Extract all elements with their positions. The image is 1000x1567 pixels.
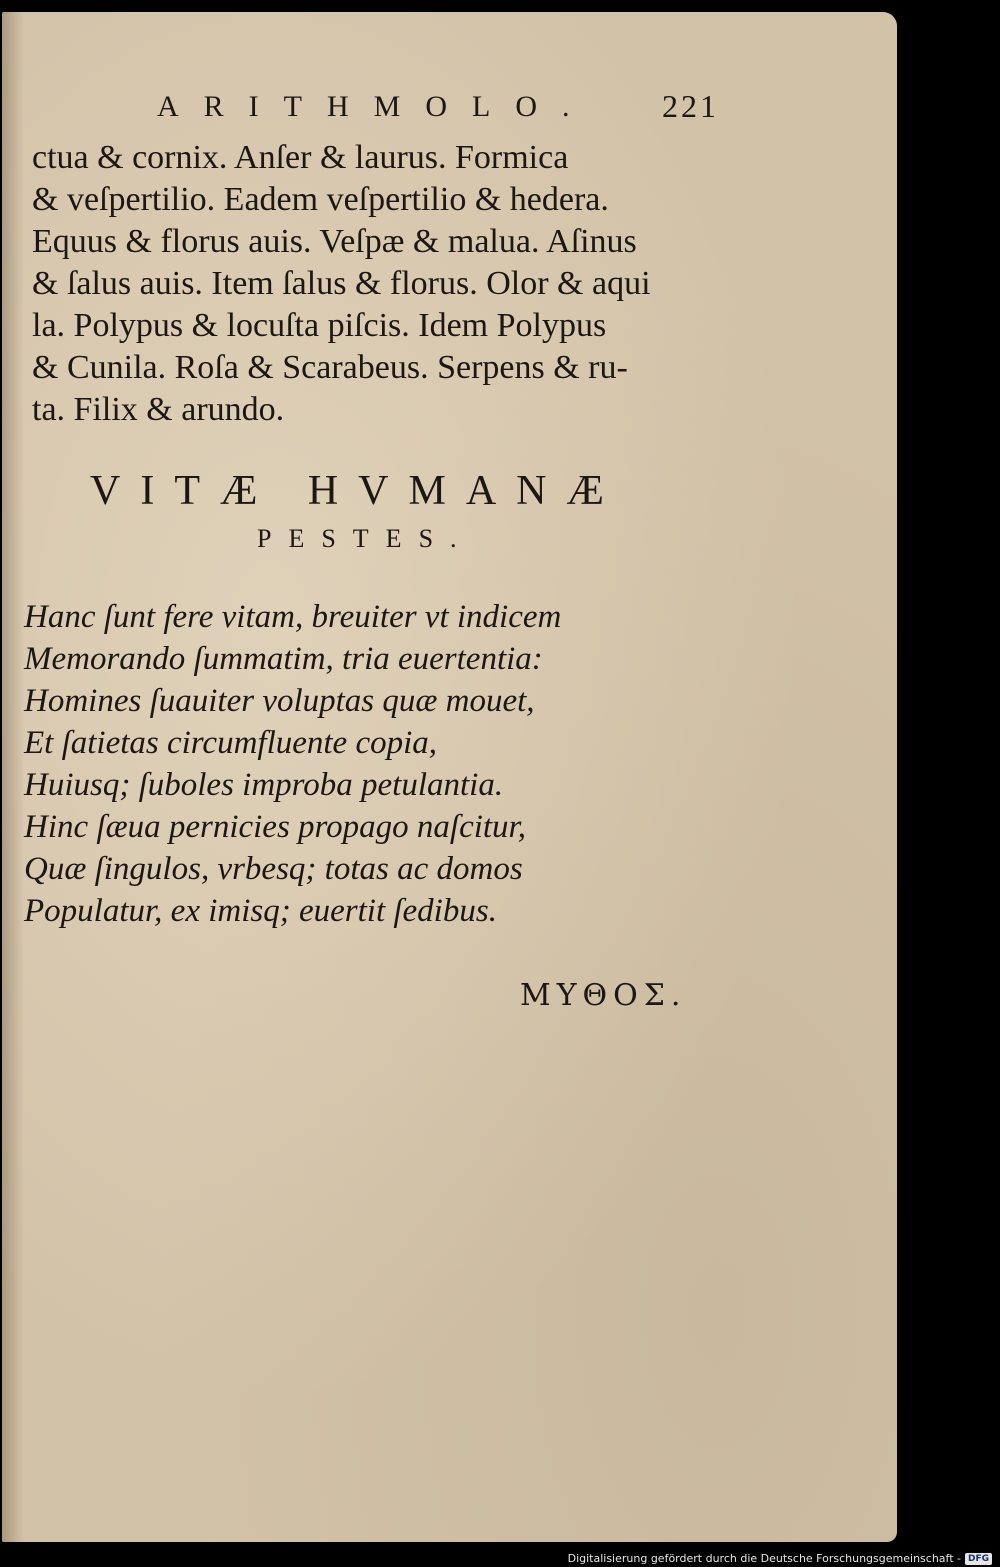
body-line: Equus & florus auis. Veſpæ & malua. Aſinus (32, 223, 637, 260)
poem-line: Quæ ſingulos, vrbesq; totas ac domos (24, 851, 523, 887)
body-line: & ſalus auis. Item ſalus & florus. Olor & aqui (32, 265, 651, 302)
poem-line: Et ſatietas circumfluente copia, (24, 725, 438, 761)
credit-text: Digitalisierung gefördert durch die Deutsche Forschungsgemeinschaft - (567, 1552, 961, 1565)
body-line: ctua & cornix. Anſer & laurus. Formica (32, 139, 569, 176)
body-text (32, 137, 732, 431)
body-line: ta. Filix & arundo. (32, 391, 285, 428)
poem-line: Memorando ſummatim, tria euertentia: (24, 641, 543, 677)
book-page (2, 12, 897, 1542)
digitization-credit (568, 1552, 992, 1565)
poem (24, 596, 561, 932)
gutter-shadow (2, 12, 24, 1542)
poem-line: Hinc ſæua pernicies propago naſcitur, (24, 809, 526, 845)
poem-line: Hanc ſunt fere vitam, breuiter vt indicem (24, 599, 562, 635)
dfg-logo-icon[interactable]: DFG (965, 1553, 992, 1565)
page-number: 221 (662, 88, 719, 124)
body-line: & veſpertilio. Eadem veſpertilio & hedera. (32, 181, 609, 218)
poem-line: Huiusq; ſuboles improba petulantia. (24, 767, 504, 803)
section-title: VITÆ HVMANÆ (90, 468, 624, 514)
catchword: ΜΥΘΟΣ. (520, 978, 687, 1013)
poem-line: Populatur, ex imisq; euertit ſedibus. (24, 893, 497, 929)
poem-line: Homines ſuauiter voluptas quæ mouet, (24, 683, 535, 719)
section-subtitle: PESTES. (257, 524, 474, 553)
body-line: la. Polypus & locuſta piſcis. Idem Polypus (32, 307, 607, 344)
running-head: ARITHMOLO. (157, 90, 595, 123)
body-line: & Cunila. Roſa & Scarabeus. Serpens & ru- (32, 349, 628, 386)
